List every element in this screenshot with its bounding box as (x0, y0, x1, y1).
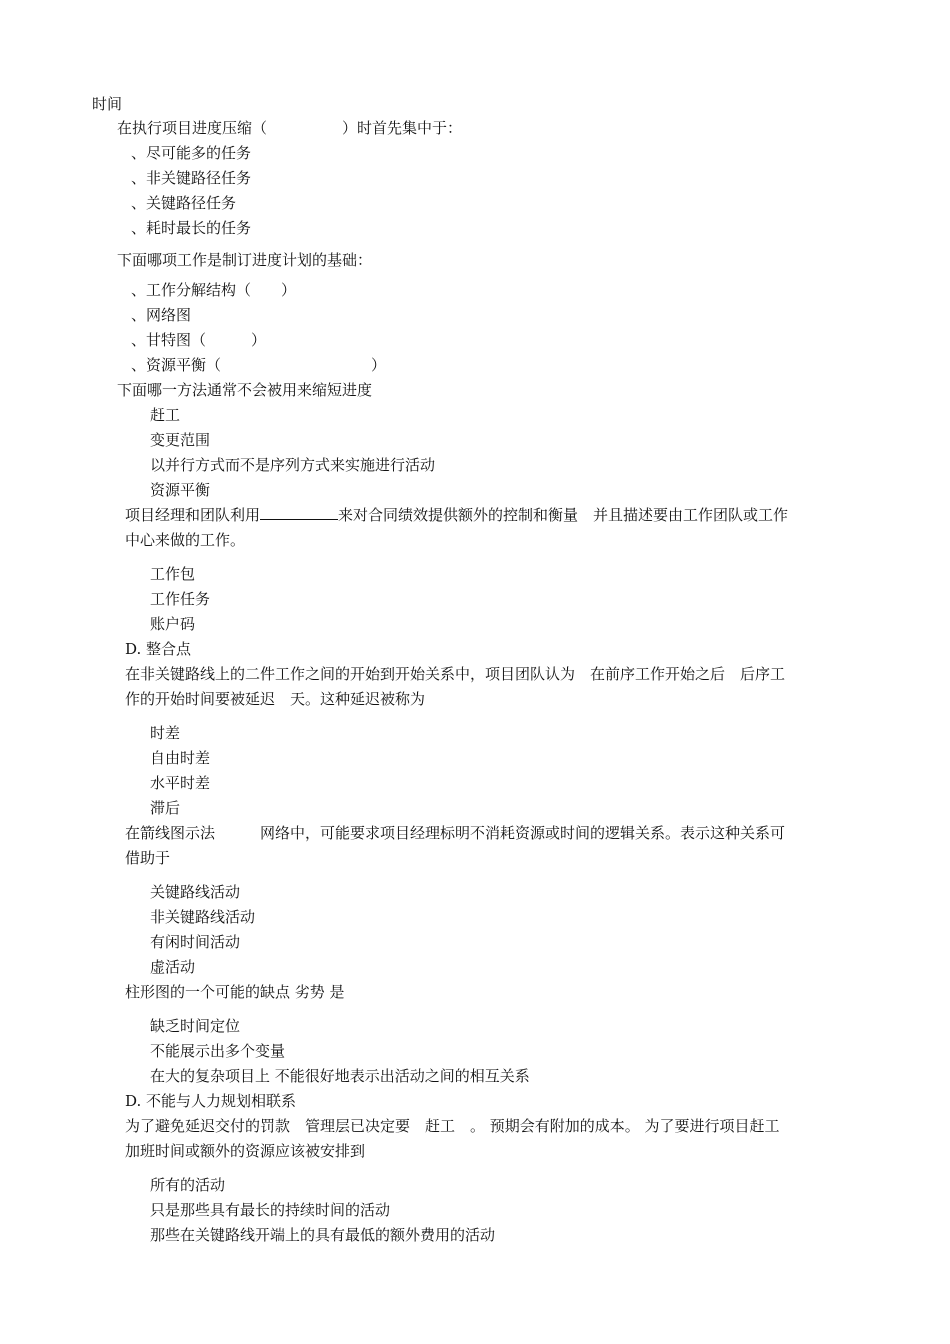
question-2-option-b: 、网络图 (131, 306, 192, 324)
question-8-option-a: 所有的活动 (150, 1176, 226, 1194)
question-1-option-c: 、关键路径任务 (131, 194, 237, 212)
question-4-option-c: 账户码 (150, 615, 196, 633)
section-heading: 时间 (92, 95, 123, 113)
question-7-stem: 柱形图的一个可能的缺点 劣势 是 (125, 983, 345, 1001)
question-6-stem-line1: 在箭线图示法 网络中，可能要求项目经理标明不消耗资源或时间的逻辑关系。表示这种关系可 (125, 824, 786, 842)
question-3-stem: 下面哪一方法通常不会被用来缩短进度 (117, 381, 373, 399)
question-4-option-b: 工作任务 (150, 590, 211, 608)
question-8-stem-line2: 加班时间或额外的资源应该被安排到 (125, 1142, 366, 1160)
question-2-stem: 下面哪项工作是制订进度计划的基础： (117, 251, 373, 269)
question-1-stem: 在执行项目进度压缩（ ）时首先集中于： (117, 119, 463, 137)
question-4-stem-line2: 中心来做的工作。 (125, 531, 246, 549)
question-6-stem-line2: 借助于 (125, 849, 171, 867)
fill-in-blank (260, 505, 338, 520)
question-3-option-b: 变更范围 (150, 431, 211, 449)
question-4-stem-before: 项目经理和团队利用 (125, 506, 261, 524)
question-6-option-d: 虚活动 (150, 958, 196, 976)
question-5-option-a: 时差 (150, 724, 181, 742)
question-1-option-b: 、非关键路径任务 (131, 169, 252, 187)
question-8-option-c: 那些在关键路线开端上的具有最低的额外费用的活动 (150, 1226, 496, 1244)
question-6-option-c: 有闲时间活动 (150, 933, 241, 951)
question-5-stem-line2: 作的开始时间要被延迟 天。这种延迟被称为 (125, 690, 426, 708)
question-7-option-b: 不能展示出多个变量 (150, 1042, 286, 1060)
question-5-option-d: 滞后 (150, 799, 181, 817)
question-8-option-b: 只是那些具有最长的持续时间的活动 (150, 1201, 391, 1219)
question-2-option-c: 、甘特图（ ） (131, 331, 267, 349)
question-7-option-c: 在大的复杂项目上 不能很好地表示出活动之间的相互关系 (150, 1067, 530, 1085)
question-2-option-a: 、工作分解结构（ ） (131, 281, 297, 299)
question-8-stem-line1: 为了避免延迟交付的罚款 管理层已决定要 赶工 。 预期会有附加的成本。 为了要进行项目赶工 (125, 1117, 780, 1135)
question-5-option-b: 自由时差 (150, 749, 211, 767)
question-7-option-a: 缺乏时间定位 (150, 1017, 241, 1035)
question-1-option-a: 、尽可能多的任务 (131, 144, 252, 162)
question-5-option-c: 水平时差 (150, 774, 211, 792)
question-1-option-d: 、耗时最长的任务 (131, 219, 252, 237)
question-6-option-a: 关键路线活动 (150, 883, 241, 901)
question-4-option-d: D. 整合点 (125, 640, 192, 658)
question-4-stem-line1 (125, 505, 788, 525)
question-7-option-d: D. 不能与人力规划相联系 (125, 1092, 297, 1110)
question-2-option-d: 、资源平衡（ ） (131, 356, 387, 374)
question-4-stem-after: 来对合同绩效提供额外的控制和衡量 并且描述要由工作团队或工作 (338, 506, 789, 524)
question-3-option-a: 赶工 (150, 406, 181, 424)
question-3-option-d: 资源平衡 (150, 481, 211, 499)
question-6-option-b: 非关键路线活动 (150, 908, 256, 926)
question-5-stem-line1: 在非关键路线上的二件工作之间的开始到开始关系中，项目团队认为 在前序工作开始之后 后序工 (125, 665, 786, 683)
question-3-option-c: 以并行方式而不是序列方式来实施进行活动 (150, 456, 436, 474)
question-4-option-a: 工作包 (150, 565, 196, 583)
